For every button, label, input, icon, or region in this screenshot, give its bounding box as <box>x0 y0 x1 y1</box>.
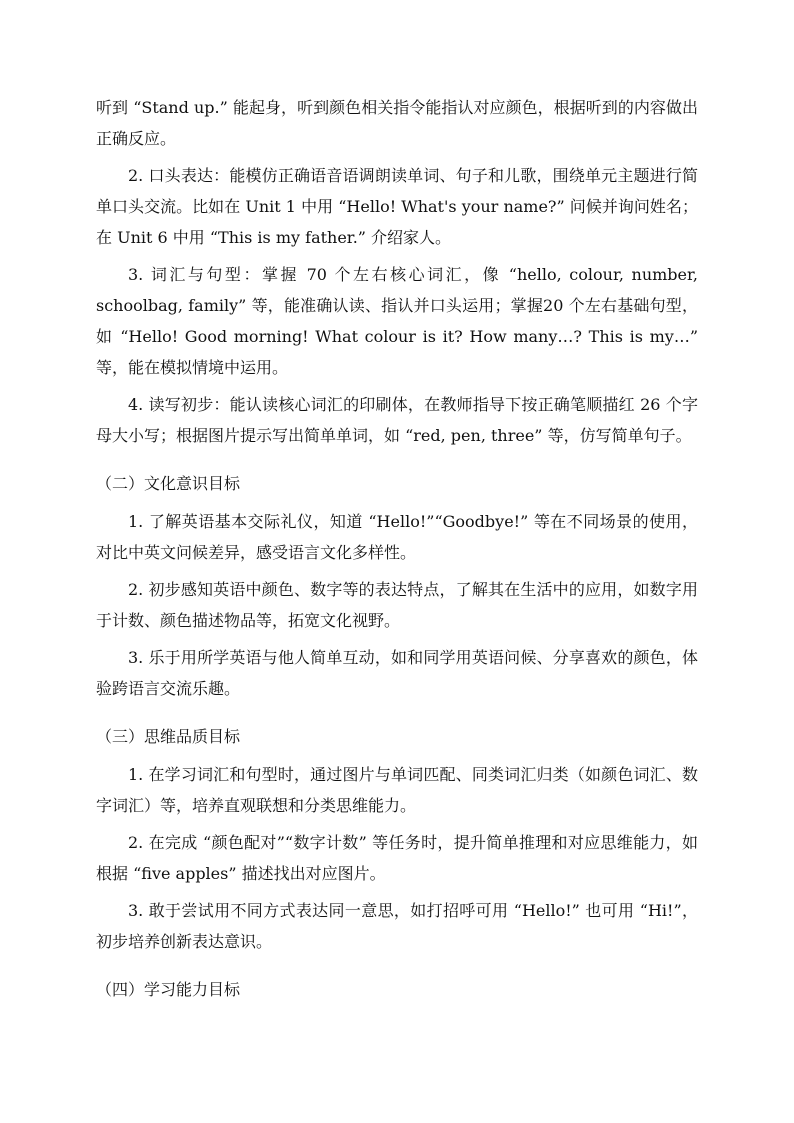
paragraph-thinking-3: 3. 敢于尝试用不同方式表达同一意思，如打招呼可用 “Hello!” 也可用 “Hi!”，初步培养创新表达意识。 <box>96 901 698 951</box>
paragraph-thinking-2: 2. 在完成 “颜色配对”“数字计数” 等任务时，提升简单推理和对应思维能力，如根据 “five apples” 描述找出对应图片。 <box>96 833 698 883</box>
paragraph-culture-3: 3. 乐于用所学英语与他人简单互动，如和同学用英语问候、分享喜欢的颜色，体验跨语言交流乐趣。 <box>96 648 698 698</box>
heading-thinking-quality: （三）思维品质目标 <box>96 727 241 746</box>
paragraph-culture-2: 2. 初步感知英语中颜色、数字等的表达特点，了解其在生活中的应用，如数字用于计数、颜色描述物品等，拓宽文化视野。 <box>96 580 698 630</box>
paragraph-vocabulary-sentences: 3. 词汇与句型：掌握 70 个左右核心词汇，像 “hello, colour, number, schoolbag, family” 等，能准确认读、指认并口头运用；掌握20 个左右基础句型，如 “Hello! Good morning! What colour is it? How many…? This is my…” 等，能在模拟情境中运用。 <box>96 265 698 377</box>
document-body <box>96 92 698 1012</box>
paragraph-oral-expression: 2. 口头表达：能模仿正确语音语调朗读单词、句子和儿歌，围绕单元主题进行简单口头交流。比如在 Unit 1 中用 “Hello! What's your name?” 问候并询问姓名；在 Unit 6 中用 “This is my father.” 介绍家人。 <box>96 166 698 247</box>
paragraph-reading-writing: 4. 读写初步：能认读核心词汇的印刷体，在教师指导下按正确笔顺描红 26 个字母大小写；根据图片提示写出简单单词，如 “red, pen, three” 等，仿写简单句子。 <box>96 395 698 445</box>
heading-learning-ability: （四）学习能力目标 <box>96 980 241 999</box>
paragraph-thinking-1: 1. 在学习词汇和句型时，通过图片与单词匹配、同类词汇归类（如颜色词汇、数字词汇）等，培养直观联想和分类思维能力。 <box>96 765 698 815</box>
paragraph-culture-1: 1. 了解英语基本交际礼仪，知道 “Hello!”“Goodbye!” 等在不同场景的使用，对比中英文问候差异，感受语言文化多样性。 <box>96 512 698 562</box>
paragraph-listening-continued: 听到 “Stand up.” 能起身，听到颜色相关指令能指认对应颜色，根据听到的内容做出正确反应。 <box>96 98 698 148</box>
heading-cultural-awareness: （二）文化意识目标 <box>96 474 241 493</box>
